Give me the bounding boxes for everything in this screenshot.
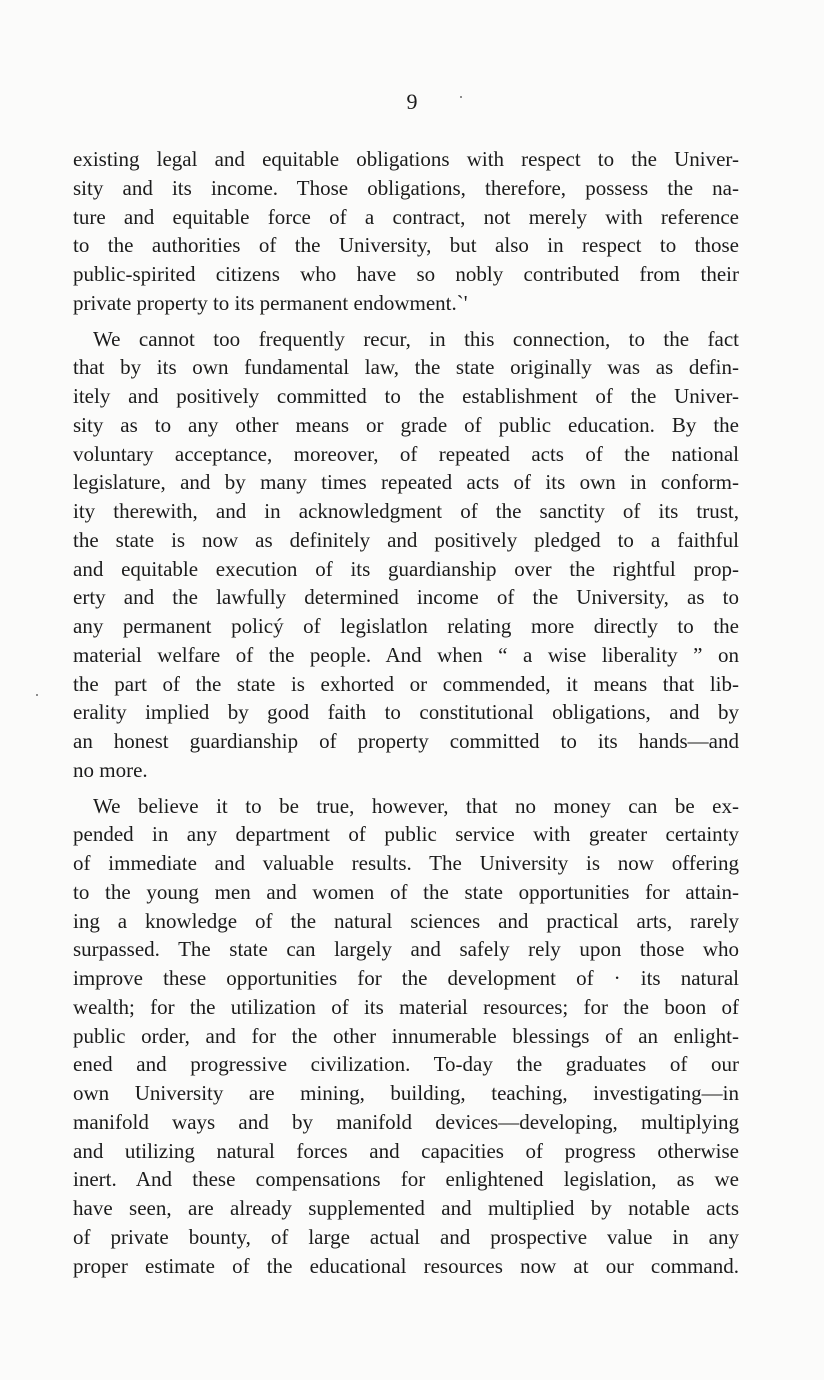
text-line: manifold ways and by manifold devices—developing, multiplying xyxy=(73,1109,739,1134)
text-line: ture and equitable force of a contract, not merely with reference xyxy=(73,204,739,229)
text-line: the state is now as definitely and positively pledged to a faithful xyxy=(73,527,739,552)
text-line: ened and progressive civilization. To-day the graduates of our xyxy=(73,1052,739,1077)
text-line: pended in any department of public service with greater certainty xyxy=(73,822,739,847)
text-line: voluntary acceptance, moreover, of repeated acts of the national xyxy=(73,441,739,466)
text-line: own University are mining, building, teaching, investigating—in xyxy=(73,1081,739,1105)
text-line: the part of the state is exhorted or commended, it means that lib- xyxy=(73,671,739,696)
text-line: no more. xyxy=(73,757,148,782)
text-line: erty and the lawfully determined income of the University, as to xyxy=(73,585,739,610)
text-line: legislature, and by many times repeated acts of its own in conform- xyxy=(73,470,739,495)
text-line: and utilizing natural forces and capacities of progress otherwise xyxy=(73,1138,739,1163)
print-speck xyxy=(460,96,462,98)
text-line: sity and its income. Those obligations, therefore, possess the na- xyxy=(73,175,739,200)
body-text xyxy=(73,145,739,1280)
text-line: any permanent policý of legislatlon relating more directly to the xyxy=(73,614,739,638)
paragraph-1 xyxy=(73,145,739,318)
text-line: of immediate and valuable results. The University is now offering xyxy=(73,851,739,875)
text-line: public order, and for the other innumerable blessings of an enlight- xyxy=(73,1023,739,1048)
print-speck xyxy=(36,694,38,696)
text-line: that by its own fundamental law, the state originally was as defin- xyxy=(73,355,739,380)
text-line: erality implied by good faith to constitutional obligations, and by xyxy=(73,700,739,725)
text-line: surpassed. The state can largely and safely rely upon those who xyxy=(73,937,739,962)
text-line: ity therewith, and in acknowledgment of the sanctity of its trust, xyxy=(73,499,739,523)
text-line: improve these opportunities for the development of · its natural xyxy=(73,966,739,990)
text-line: material welfare of the people. And when “ a wise liberality ” on xyxy=(73,642,739,667)
text-line: private property to its permanent endowment.`' xyxy=(73,290,468,315)
text-line: inert. And these compensations for enlightened legislation, as we xyxy=(73,1167,739,1192)
text-line: an honest guardianship of property committed to its hands—and xyxy=(73,729,739,753)
text-line: itely and positively committed to the establishment of the Univer- xyxy=(73,384,739,408)
text-line: We believe it to be true, however, that no money can be ex- xyxy=(93,793,739,818)
text-line: have seen, are already supplemented and multiplied by notable acts xyxy=(73,1196,739,1220)
text-line: public-spirited citizens who have so nobly contributed from their xyxy=(73,262,739,286)
page-number: 9 xyxy=(406,89,418,114)
text-line: wealth; for the utilization of its material resources; for the boon of xyxy=(73,994,739,1019)
paragraph-2 xyxy=(73,325,739,785)
text-line: to the authorities of the University, but also in respect to those xyxy=(73,233,739,258)
text-line: proper estimate of the educational resources now at our command. xyxy=(73,1253,739,1278)
text-line: of private bounty, of large actual and prospective value in any xyxy=(73,1224,739,1249)
text-line: sity as to any other means or grade of public education. By the xyxy=(73,412,739,437)
paragraph-3 xyxy=(73,792,739,1281)
text-line: and equitable execution of its guardianship over the rightful prop- xyxy=(73,556,739,581)
text-line: ing a knowledge of the natural sciences and practical arts, rarely xyxy=(73,908,739,933)
text-line: We cannot too frequently recur, in this connection, to the fact xyxy=(93,326,739,351)
text-line: to the young men and women of the state opportunities for attain- xyxy=(73,879,739,904)
text-line: existing legal and equitable obligations with respect to the Univer- xyxy=(73,147,739,171)
